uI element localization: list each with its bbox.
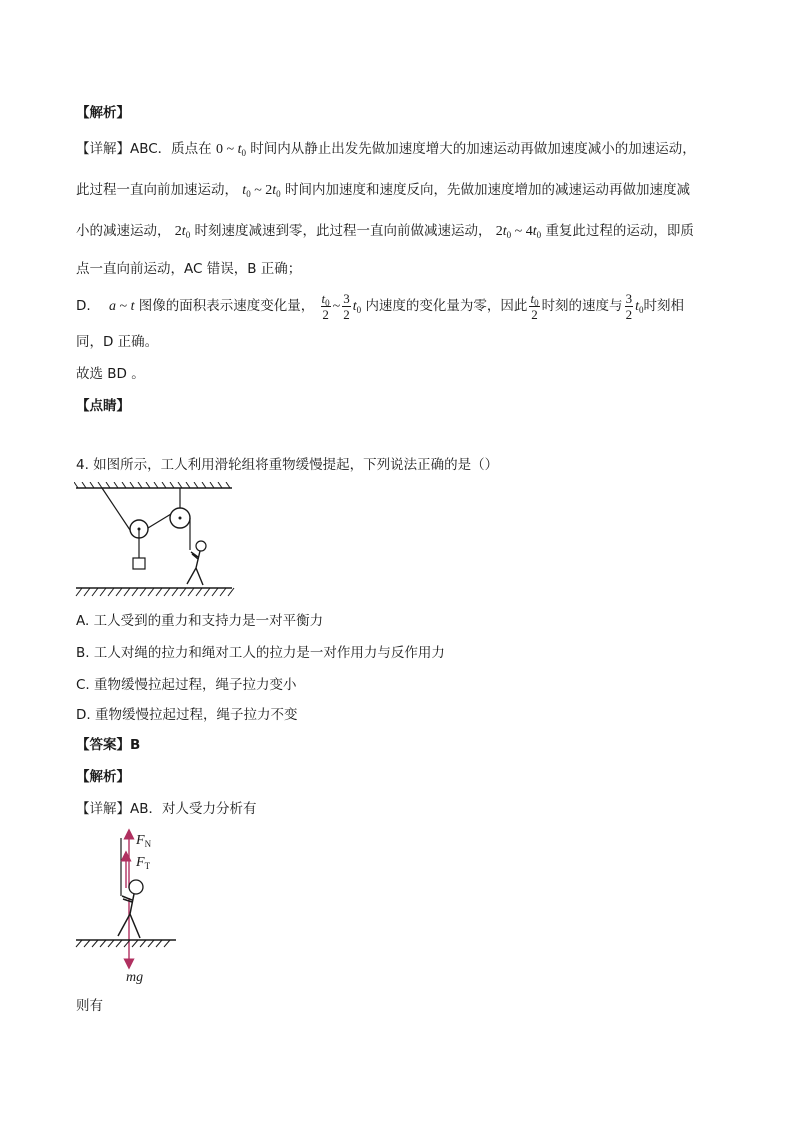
fn-label: $F_N$ (136, 833, 152, 849)
analysis-heading-2: 【解析】 (76, 769, 130, 785)
option-c: C. 重物缓慢拉起过程，绳子拉力变小 (76, 677, 297, 693)
frac-3-over-2-b: $\frac{3}{2}$ (625, 290, 633, 322)
comment-heading: 【点睛】 (76, 398, 130, 414)
math-range-2: $t_0$ ~ $2t_0$ (242, 183, 281, 199)
force-diagram (74, 826, 184, 988)
detail-after-1: 时间内从静止出发先做加速度增大的加速运动再做加速度减小的加速运动， (250, 141, 696, 157)
frac-t0-over-2: $\frac{t_0}{2}$ (321, 290, 330, 322)
detail-line-6: 同，D 正确。 (76, 334, 159, 350)
detail-ab: 【详解】AB．对人受力分析有 (76, 801, 257, 817)
detail-line-2: 此过程一直向前加速运动， $t_0$ ~ $2t_0$ 时间内加速度和速度反向，先做加速度增加的减速运动再做加速度减 (76, 182, 690, 199)
math-2t0: $2t_0$ (174, 224, 191, 240)
question-stem: 4. 如图所示，工人利用滑轮组将重物缓慢提起，下列说法正确的是（） (76, 457, 499, 473)
frac-3-over-2: $\frac{3}{2}$ (343, 290, 350, 322)
math-a-t: a ~ t (108, 299, 135, 314)
pulley-figure (74, 482, 236, 600)
math-range-1: 0 ~ $t_0$ (215, 142, 246, 158)
then-line: 则有 (76, 998, 103, 1014)
answer-heading: 【答案】B (76, 737, 141, 753)
detail-line-3: 小的减速运动， $2t_0$ 时刻速度减速到零，此过程一直向前做减速运动， $2t_0$ ~ $4t_0$ 重复此过程的运动，即质 (76, 223, 694, 240)
ft-label: $F_T$ (136, 855, 151, 871)
choose-line: 故选 BD 。 (76, 366, 145, 382)
detail-line-1 (76, 139, 696, 160)
option-d: D. 重物缓慢拉起过程，绳子拉力不变 (76, 707, 298, 723)
analysis-heading: 【解析】 (76, 105, 130, 121)
option-b: B. 工人对绳的拉力和绳对工人的拉力是一对作用力与反作用力 (76, 645, 445, 661)
mg-label: mg (126, 970, 144, 985)
detail-head: 【详解】ABC．质点在 (76, 141, 212, 157)
detail-line-5: D. a ~ t 图像的面积表示速度变化量， $\frac{t_0}{2}$ ~ $\frac{3}{2}$ $t_0$ 内速度的变化量为零，因此 $\frac{t_0}{2}$ 时刻的速度与 $\frac{3}{2}$ $t_0$时刻相 (76, 290, 684, 322)
detail-line-4: 点一直向前运动，AC 错误，B 正确； (76, 261, 302, 277)
frac-t0-over-2-b: $\frac{t_0}{2}$ (530, 290, 539, 322)
option-a: A. 工人受到的重力和支持力是一对平衡力 (76, 613, 324, 629)
math-range-3: $2t_0$ ~ $4t_0$ (495, 224, 542, 240)
